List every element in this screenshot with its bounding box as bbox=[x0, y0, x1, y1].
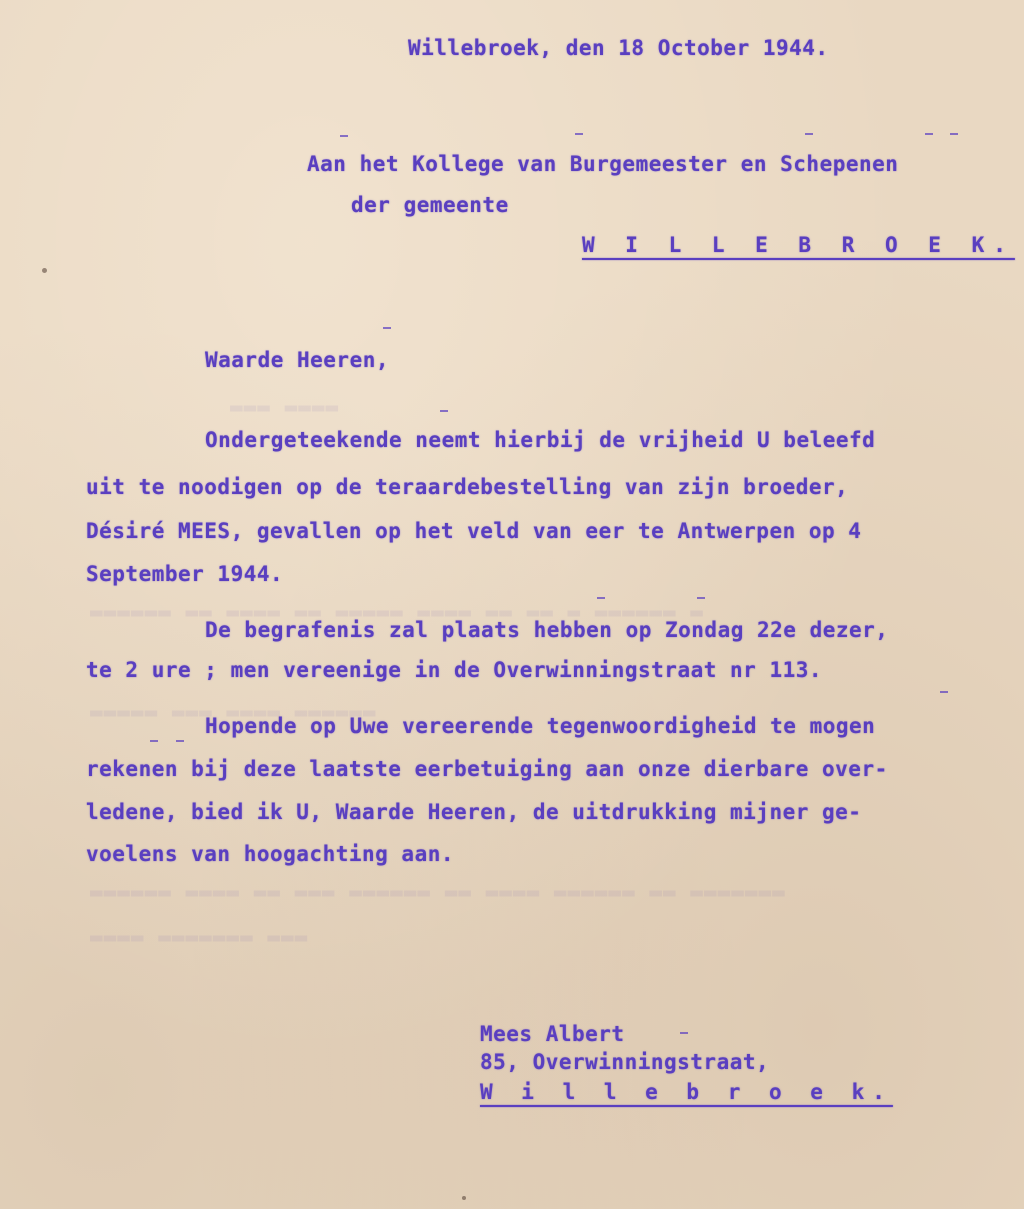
stray-dash bbox=[340, 135, 348, 137]
stray-dash bbox=[697, 597, 705, 599]
signature-street: 85, Overwinningstraat, bbox=[480, 1050, 770, 1074]
paragraph-1-line-3: Désiré MEES, gevallen op het veld van eer te Antwerpen op 4 bbox=[86, 519, 862, 543]
stray-dash bbox=[597, 597, 605, 599]
stray-dash bbox=[383, 327, 391, 329]
stray-dash bbox=[680, 1032, 688, 1034]
dateline: Willebroek, den 18 October 1944. bbox=[408, 36, 829, 60]
stray-dash bbox=[575, 133, 583, 135]
show-through-mark: ▬▬▬▬▬ ▬▬▬ ▬▬▬▬ ▬▬▬▬▬▬ bbox=[90, 700, 377, 724]
stray-dash bbox=[925, 133, 933, 135]
paragraph-3-line-2: rekenen bij deze laatste eerbetuiging aan onze dierbare over- bbox=[86, 757, 888, 781]
paragraph-3-line-3: ledene, bied ik U, Waarde Heeren, de uitdrukking mijner ge- bbox=[86, 800, 862, 824]
recipient-line-3: W I L L E B R O E K. bbox=[582, 233, 1015, 257]
show-through-mark: ▬▬▬▬▬▬ ▬▬▬▬ ▬▬ ▬▬▬ ▬▬▬▬▬▬ ▬▬ ▬▬▬▬ ▬▬▬▬▬▬ ▬▬ ▬▬▬▬▬▬▬ bbox=[90, 880, 786, 904]
paragraph-2-line-1: De begrafenis zal plaats hebben op Zondag 22e dezer, bbox=[205, 618, 889, 642]
show-through-mark: ▬▬▬▬▬▬ ▬▬ ▬▬▬▬ ▬▬ ▬▬▬▬▬ ▬▬▬▬ ▬▬ ▬▬ ▬ ▬▬▬▬▬▬ ▬ bbox=[90, 600, 704, 624]
signature-name: Mees Albert bbox=[480, 1022, 625, 1046]
salutation: Waarde Heeren, bbox=[205, 348, 390, 372]
paragraph-2-line-2: te 2 ure ; men vereenige in de Overwinningstraat nr 113. bbox=[86, 658, 823, 682]
paragraph-1-line-2: uit te noodigen op de teraardebestelling van zijn broeder, bbox=[86, 475, 849, 499]
paragraph-1-line-4: September 1944. bbox=[86, 562, 284, 586]
stray-dash bbox=[805, 133, 813, 135]
stray-dash bbox=[176, 740, 184, 742]
paragraph-3-line-1: Hopende op Uwe vereerende tegenwoordigheid te mogen bbox=[205, 714, 876, 738]
stray-dash bbox=[950, 133, 958, 135]
paragraph-3-line-4: voelens van hoogachting aan. bbox=[86, 842, 455, 866]
stray-dash bbox=[150, 740, 158, 742]
show-through-mark: ▬▬▬ ▬▬▬▬ bbox=[230, 395, 340, 419]
paper-spot bbox=[462, 1196, 466, 1200]
stray-dash bbox=[440, 410, 448, 412]
stray-dash bbox=[940, 691, 948, 693]
paragraph-1-line-1: Ondergeteekende neemt hierbij de vrijheid U beleefd bbox=[205, 428, 876, 452]
signature-town: W i l l e b r o e k. bbox=[480, 1080, 893, 1104]
show-through-mark: ▬▬▬▬ ▬▬▬▬▬▬▬ ▬▬▬ bbox=[90, 925, 309, 949]
recipient-line-2: der gemeente bbox=[351, 193, 509, 217]
recipient-line-1: Aan het Kollege van Burgemeester en Schepenen bbox=[307, 152, 899, 176]
paper-spot bbox=[42, 268, 47, 273]
